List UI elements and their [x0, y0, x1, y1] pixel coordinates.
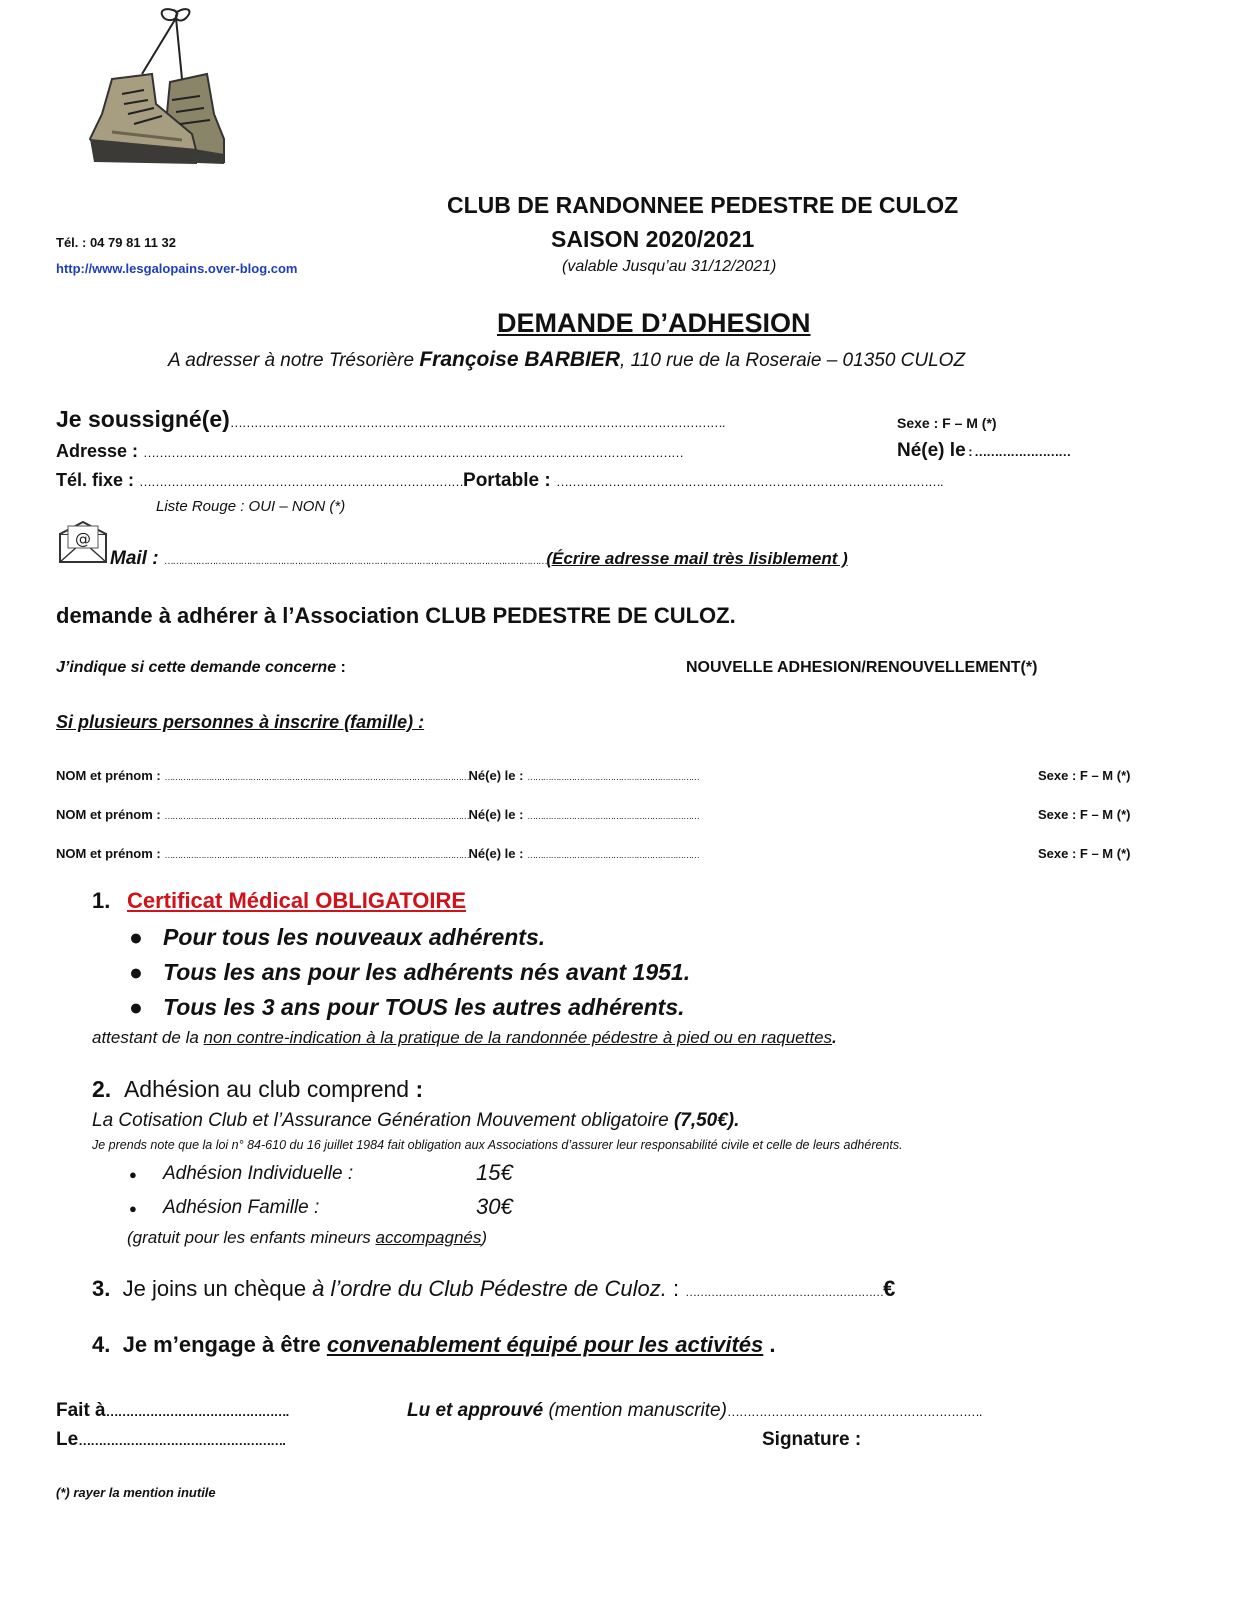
section2-title: Adhésion au club comprend: [123, 1076, 416, 1102]
adresse-line: [56, 441, 683, 462]
bullet-icon: ●: [129, 959, 143, 985]
bullet-icon: ●: [129, 924, 143, 950]
note-prefix: attestant de la: [92, 1028, 204, 1047]
item-label: Adhésion Famille :: [163, 1197, 320, 1218]
nom-field[interactable]: ………………………………………………………………………………………………………: [164, 811, 469, 821]
ne-label: Né(e) le :: [468, 768, 528, 783]
mention-manuscrite: (mention manuscrite): [543, 1400, 727, 1421]
famille-title: Si plusieurs personnes à inscrire (famille) :: [56, 712, 425, 732]
section4-line: [92, 1332, 776, 1358]
validity-note: (valable Jusqu’au 31/12/2021): [562, 258, 777, 275]
website-link[interactable]: http://www.lesgalopains.over-blog.com: [56, 261, 298, 276]
euro-sign: €: [883, 1276, 896, 1301]
club-name: CLUB DE RANDONNEE PEDESTRE DE CULOZ: [447, 192, 959, 218]
section2-colon: :: [415, 1076, 424, 1102]
soussigne-line: [56, 406, 724, 433]
soussigne-field[interactable]: …………………………………………………………………………………………………………….: [229, 415, 725, 430]
cotisation-amount: (7,50€).: [673, 1110, 740, 1131]
bullet-text: Pour tous les nouveaux adhérents.: [163, 924, 546, 950]
section1-number: 1.: [92, 888, 111, 913]
bullet-text: Tous les 3 ans pour TOUS les autres adhérents.: [163, 994, 685, 1020]
rayer-note: (*) rayer la mention inutile: [56, 1485, 216, 1500]
section2-heading: [92, 1076, 423, 1103]
section2-number: 2.: [92, 1076, 112, 1102]
lu-approuve-line: [407, 1400, 982, 1422]
lu-approuve: Lu et approuvé: [407, 1400, 544, 1421]
season: SAISON 2020/2021: [551, 226, 755, 252]
soussigne-label: Je soussigné(e): [56, 406, 230, 432]
adresse-label: Adresse :: [56, 441, 144, 461]
mail-label: Mail :: [110, 548, 164, 569]
tel-field[interactable]: ………………………………………………………………………: [139, 474, 464, 489]
le-label: Le: [56, 1429, 79, 1450]
note-end: .: [832, 1028, 837, 1047]
section1-note: [92, 1028, 837, 1048]
ne-field[interactable]: : ……………………: [965, 444, 1071, 459]
sexe-label: Sexe : F – M (*): [1038, 768, 1131, 783]
item-label: Adhésion Individuelle :: [163, 1163, 354, 1184]
mail-line: [110, 548, 848, 570]
section4-underlined: convenablement équipé pour les activités: [326, 1332, 764, 1357]
phone: Tél. : 04 79 81 11 32: [56, 235, 176, 250]
section3-line: [92, 1276, 895, 1302]
section3-ordre: à l’ordre du Club Pédestre de Culoz.: [312, 1276, 667, 1301]
ne-field[interactable]: …………………………………………………………: [527, 811, 699, 821]
nom-label: NOM et prénom :: [56, 846, 165, 861]
loi-note: Je prends note que la loi n° 84-610 du 16 juillet 1984 fait obligation aux Associations d’assurer leur responsabilité civile et celle de leurs adhérents.: [92, 1138, 903, 1152]
cotisation-text: La Cotisation Club et l’Assurance Génération Mouvement obligatoire: [92, 1110, 674, 1131]
adhesion-famille: [129, 1197, 320, 1219]
nom-label: NOM et prénom :: [56, 768, 165, 783]
section4-number: 4.: [92, 1332, 111, 1357]
nom-field[interactable]: ………………………………………………………………………………………………………: [164, 850, 469, 860]
address-line: [168, 348, 965, 372]
price-individuelle: 15€: [476, 1160, 513, 1185]
liste-rouge: Liste Rouge : OUI – NON (*): [156, 498, 346, 515]
section3-text: Je joins un chèque: [122, 1276, 313, 1301]
bullet-icon: ●: [129, 994, 143, 1020]
section4-text: Je m’engage à être: [122, 1332, 327, 1357]
fait-field[interactable]: ……………………………………….: [105, 1404, 289, 1419]
famille-row: [56, 768, 699, 783]
adhesion-type[interactable]: NOUVELLE ADHESION/RENOUVELLEMENT(*): [686, 659, 1038, 676]
ne-field[interactable]: …………………………………………………………: [527, 772, 699, 782]
sexe-label: Sexe : F – M (*): [897, 415, 997, 431]
mail-field[interactable]: ………………………………………………………………………………………………………………………: [163, 556, 547, 567]
ne-line: [897, 440, 1070, 462]
adresse-field[interactable]: ………………………………………………………………………………………………………………………: [143, 445, 684, 460]
mention-field[interactable]: ……………………………………………………….: [726, 1404, 982, 1419]
cheque-amount-field[interactable]: ………………………………………………: [685, 1285, 884, 1299]
gratuit-underlined: accompagnés: [375, 1228, 482, 1247]
le-field[interactable]: …………………………………………….: [78, 1433, 285, 1448]
portable-label: Portable :: [463, 470, 556, 491]
ne-label: Né(e) le :: [468, 807, 528, 822]
signature-label: Signature :: [762, 1429, 862, 1450]
bullet-icon: ●: [129, 1167, 137, 1182]
sexe-label: Sexe : F – M (*): [1038, 807, 1131, 822]
gratuit-note: [127, 1228, 487, 1248]
nom-label: NOM et prénom :: [56, 807, 165, 822]
le-line: [56, 1429, 285, 1451]
ne-field[interactable]: …………………………………………………………: [527, 850, 699, 860]
section4-end: .: [763, 1332, 776, 1357]
section1-bullets: [129, 924, 691, 1029]
fait-line: [56, 1400, 288, 1422]
sexe-label: Sexe : F – M (*): [1038, 846, 1131, 861]
cotisation-line: [92, 1110, 739, 1132]
concerne-label: J’indique si cette demande concerne: [56, 659, 337, 676]
address-prefix: A adresser à notre Trésorière: [168, 350, 420, 371]
section1-title: Certificat Médical OBLIGATOIRE: [127, 888, 467, 913]
concerne-line: [56, 659, 346, 677]
note-underlined: non contre-indication à la pratique de la randonnée pédestre à pied ou en raquettes: [203, 1028, 833, 1047]
ne-label: Né(e) le :: [468, 846, 528, 861]
tel-line: [56, 470, 943, 492]
address-suffix: , 110 rue de la Roseraie – 01350 CULOZ: [620, 350, 966, 371]
fait-label: Fait à: [56, 1400, 106, 1421]
adhesion-individuelle: [129, 1163, 354, 1185]
section3-colon: :: [666, 1276, 686, 1301]
hiking-boots-icon: [82, 4, 232, 189]
page-title: DEMANDE D’ADHESION: [497, 308, 811, 338]
bullet-icon: ●: [129, 1201, 137, 1216]
envelope-at-icon: [58, 520, 108, 564]
gratuit-prefix: (gratuit pour les enfants mineurs: [127, 1228, 376, 1247]
concerne-colon: :: [336, 659, 346, 676]
ne-label: Né(e) le: [897, 440, 966, 461]
mail-note: (Écrire adresse mail très lisiblement ): [546, 549, 848, 568]
section3-number: 3.: [92, 1276, 111, 1301]
price-famille: 30€: [476, 1194, 513, 1219]
tel-label: Tél. fixe :: [56, 470, 140, 490]
treasurer-name: Françoise BARBIER: [419, 348, 621, 371]
portable-field[interactable]: …………………………………………………………………………………….: [555, 474, 943, 489]
nom-field[interactable]: ………………………………………………………………………………………………………: [164, 772, 469, 782]
bullet-text: Tous les ans pour les adhérents nés avant 1951.: [163, 959, 691, 985]
famille-row: [56, 846, 699, 861]
svg-text:@: @: [75, 529, 91, 548]
demande-statement: demande à adhérer à l’Association CLUB PEDESTRE DE CULOZ.: [56, 603, 736, 628]
gratuit-end: ): [481, 1228, 488, 1247]
famille-row: [56, 807, 699, 822]
